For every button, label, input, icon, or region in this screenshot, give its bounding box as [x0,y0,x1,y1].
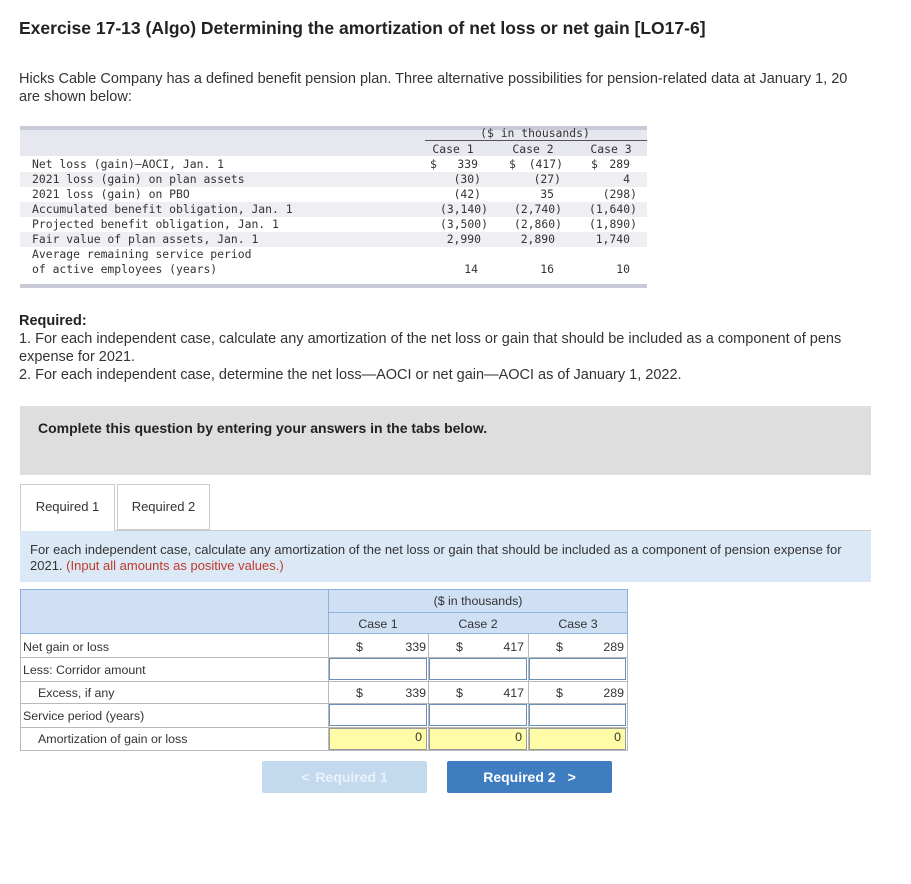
answer-case-1-header: Case 1 [358,617,398,631]
row-label-amortization: Amortization of gain or loss [38,732,188,746]
row-label-service-period: Service period (years) [23,709,145,723]
instruction-note: (Input all amounts as positive values.) [66,558,284,573]
answer-group-header: ($ in thousands) [433,594,523,608]
prev-button-label: Required 1 [315,769,388,785]
case-3-excess: 289 [603,686,624,700]
given-row: of active employees (years) 14 16 10 [32,262,630,276]
answer-case-3-header: Case 3 [558,617,598,631]
given-case-2-header: Case 2 [512,142,554,156]
case-2-excess: 417 [503,686,524,700]
given-row: Fair value of plan assets, Jan. 1 2,990 2,890 1,740 [20,232,647,247]
dollar-sign: $ [356,640,363,654]
given-data-table [20,126,647,288]
given-row: 2021 loss (gain) on plan assets (30) (27) 4 [20,172,647,187]
required-line-2: 2. For each independent case, determine the net loss—AOCI or net gain—AOCI as of January 1, 2022. [19,367,682,383]
instruction-text: For each independent case, calculate any amortization of the net loss or gain that should be included as a component of pension expense for 2021. [30,542,842,573]
case-1-net-gain-or-loss: 339 [405,640,426,654]
required-line-1b: expense for 2021. [19,349,136,365]
page-title: Exercise 17-13 (Algo) Determining the amortization of net loss or net gain [LO17-6] [19,18,706,38]
dollar-sign: $ [456,640,463,654]
tab-required-2[interactable]: Required 2 [117,484,210,530]
intro-line-1: Hicks Cable Company has a defined benefit pension plan. Three alternative possibilities for pension-related data at January 1, 20 [19,71,848,87]
next-required-2-button[interactable] [447,761,612,793]
case-1-excess: 339 [405,686,426,700]
row-label-excess: Excess, if any [38,686,115,700]
row-divider [20,681,628,682]
col-border [20,634,21,751]
instruction-box [20,531,871,582]
case-1-corridor-input[interactable] [329,658,427,680]
dollar-sign: $ [556,686,563,700]
given-header-rule [425,140,647,141]
given-row: Average remaining service period [32,247,252,261]
case-2-service-period-input[interactable] [429,704,527,726]
problem-intro [19,70,911,106]
given-case-1-header: Case 1 [432,142,474,156]
tab-required-1[interactable]: Required 1 [20,484,115,531]
given-bottom-border [20,284,647,288]
case-2-net-gain-or-loss: 417 [503,640,524,654]
col-border [627,634,628,751]
given-row: 2021 loss (gain) on PBO (42) 35 (298) [32,187,637,201]
required-heading: Required: [19,313,87,329]
intro-line-2: are shown below: [19,89,132,105]
chevron-left-icon: < [301,769,310,785]
answer-case-2-header: Case 2 [458,617,498,631]
required-section [19,312,911,384]
row-label-corridor-amount: Less: Corridor amount [23,663,146,677]
case-2-amortization-value: 0 [429,728,527,750]
next-button-label: Required 2 [483,769,556,785]
given-row: Net loss (gain)—AOCI, Jan. 1 $ 339 $ (417) $ 289 [32,157,630,171]
required-line-1a: 1. For each independent case, calculate any amortization of the net loss or gain that should be included as a component of pens [19,331,842,347]
given-row: Accumulated benefit obligation, Jan. 1 (3,140) (2,740) (1,640) [20,202,647,217]
dollar-sign: $ [456,686,463,700]
answer-table [20,589,628,751]
case-3-service-period-input[interactable] [529,704,626,726]
case-1-service-period-input[interactable] [329,704,427,726]
dollar-sign: $ [356,686,363,700]
complete-banner [20,406,871,475]
row-label-net-gain-or-loss: Net gain or loss [23,640,110,654]
prev-required-1-button[interactable] [262,761,427,793]
header-rule [328,612,628,613]
given-row: Projected benefit obligation, Jan. 1 (3,500) (2,860) (1,890) [32,217,637,231]
row-divider [20,750,628,751]
case-3-amortization-value: 0 [529,728,626,750]
case-1-amortization-value: 0 [329,728,427,750]
case-2-corridor-input[interactable] [429,658,527,680]
chevron-right-icon: > [567,769,576,785]
given-group-header: ($ in thousands) [480,126,590,140]
complete-text: Complete this question by entering your answers in the tabs below. [38,420,488,436]
given-case-3-header: Case 3 [590,142,632,156]
case-3-net-gain-or-loss: 289 [603,640,624,654]
case-3-corridor-input[interactable] [529,658,626,680]
dollar-sign: $ [556,640,563,654]
